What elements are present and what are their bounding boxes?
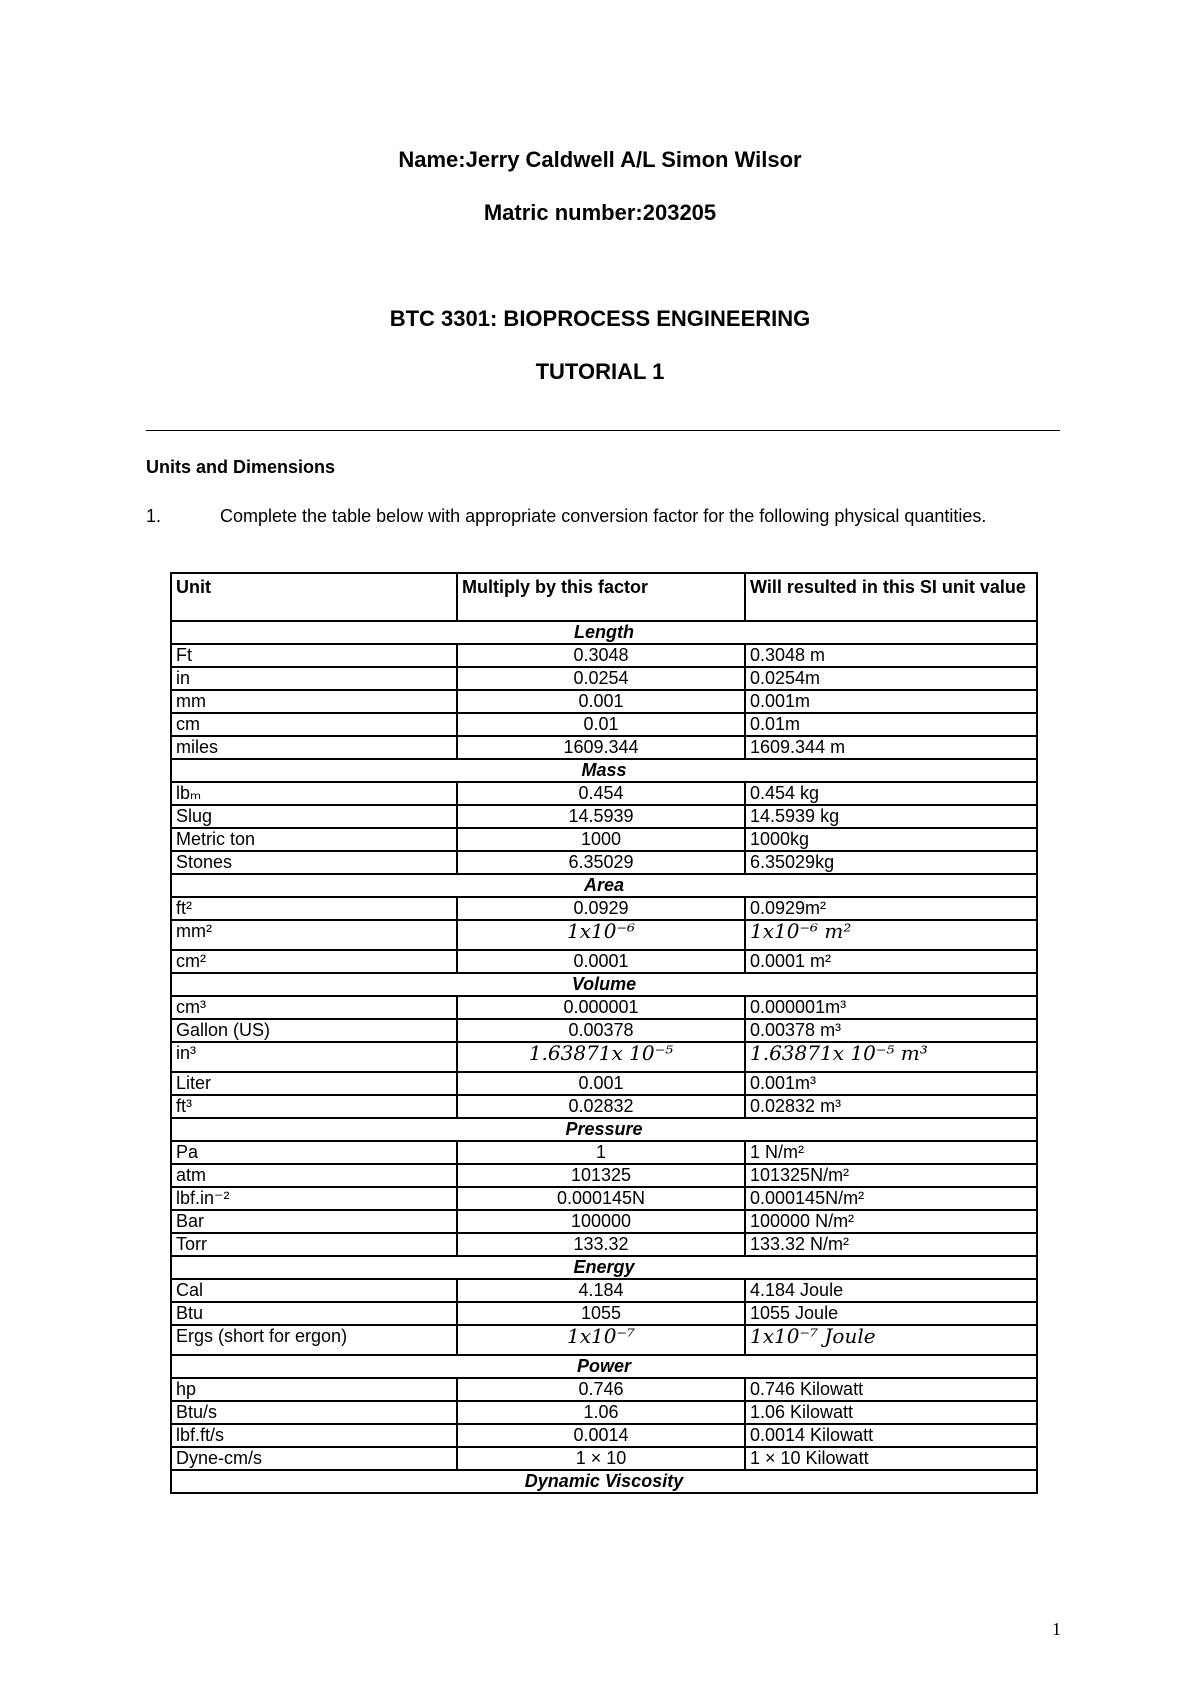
table-row [171, 1042, 1037, 1072]
factor-cell: 133.32 [457, 1233, 745, 1256]
unit-cell: Ft [171, 644, 457, 667]
unit-cell: Cal [171, 1279, 457, 1302]
table-row [171, 805, 1037, 828]
factor-cell: 1 [457, 1141, 745, 1164]
table-row [171, 644, 1037, 667]
factor-cell: 0.0929 [457, 897, 745, 920]
table-row [171, 1233, 1037, 1256]
factor-cell: 1.63871x 10⁻⁵ [457, 1042, 745, 1072]
factor-cell: 0.454 [457, 782, 745, 805]
table-row [171, 1325, 1037, 1355]
factor-cell: 1609.344 [457, 736, 745, 759]
si-value-cell: 6.35029kg [745, 851, 1037, 874]
factor-cell: 14.5939 [457, 805, 745, 828]
unit-cell: mm² [171, 920, 457, 950]
factor-cell: 6.35029 [457, 851, 745, 874]
unit-cell: Metric ton [171, 828, 457, 851]
page-number: 1 [1052, 1619, 1061, 1639]
factor-cell: 0.000001 [457, 996, 745, 1019]
column-header-factor: Multiply by this factor [457, 573, 745, 621]
table-body [171, 621, 1037, 1493]
table-row [171, 667, 1037, 690]
si-value-cell: 0.0014 Kilowatt [745, 1424, 1037, 1447]
unit-cell: in³ [171, 1042, 457, 1072]
factor-cell: 0.00378 [457, 1019, 745, 1042]
unit-cell: hp [171, 1378, 457, 1401]
factor-cell: 1x10⁻⁷ [457, 1325, 745, 1355]
factor-cell: 1 × 10 [457, 1447, 745, 1470]
table-row [171, 1141, 1037, 1164]
table-row [171, 996, 1037, 1019]
conversion-table [170, 572, 1038, 1494]
si-value-cell: 1.06 Kilowatt [745, 1401, 1037, 1424]
table-row [171, 1279, 1037, 1302]
unit-cell: Bar [171, 1210, 457, 1233]
si-value-cell: 0.01m [745, 713, 1037, 736]
factor-cell: 1000 [457, 828, 745, 851]
unit-cell: Dyne-cm/s [171, 1447, 457, 1470]
category-row [171, 1470, 1037, 1493]
unit-cell: Slug [171, 805, 457, 828]
si-value-cell: 0.000145N/m² [745, 1187, 1037, 1210]
unit-cell: cm³ [171, 996, 457, 1019]
column-header-si-value: Will resulted in this SI unit value [745, 573, 1037, 621]
si-value-cell: 133.32 N/m² [745, 1233, 1037, 1256]
factor-cell: 1x10⁻⁶ [457, 920, 745, 950]
table-row [171, 690, 1037, 713]
student-name: Name:Jerry Caldwell A/L Simon Wilsor [398, 147, 802, 172]
category-row [171, 973, 1037, 996]
unit-cell: Gallon (US) [171, 1019, 457, 1042]
unit-cell: atm [171, 1164, 457, 1187]
factor-cell: 0.0254 [457, 667, 745, 690]
category-label: Mass [171, 759, 1037, 782]
factor-cell: 0.3048 [457, 644, 745, 667]
category-label: Volume [171, 973, 1037, 996]
unit-cell: mm [171, 690, 457, 713]
unit-cell: ft² [171, 897, 457, 920]
si-value-cell: 0.454 kg [745, 782, 1037, 805]
factor-cell: 0.0001 [457, 950, 745, 973]
si-value-cell: 100000 N/m² [745, 1210, 1037, 1233]
factor-cell: 4.184 [457, 1279, 745, 1302]
category-row [171, 874, 1037, 897]
table-row [171, 1424, 1037, 1447]
si-value-cell: 1.63871x 10⁻⁵ m³ [745, 1042, 1037, 1072]
table-row [171, 1401, 1037, 1424]
table-row [171, 1072, 1037, 1095]
table-row [171, 828, 1037, 851]
si-value-cell: 1 N/m² [745, 1141, 1037, 1164]
si-value-cell: 1055 Joule [745, 1302, 1037, 1325]
unit-cell: Btu/s [171, 1401, 457, 1424]
si-value-cell: 1 × 10 Kilowatt [745, 1447, 1037, 1470]
si-value-cell: 0.746 Kilowatt [745, 1378, 1037, 1401]
factor-cell: 0.0014 [457, 1424, 745, 1447]
factor-cell: 101325 [457, 1164, 745, 1187]
table-row [171, 1378, 1037, 1401]
section-heading: Units and Dimensions [146, 457, 336, 477]
table-row [171, 713, 1037, 736]
factor-cell: 0.746 [457, 1378, 745, 1401]
table-row [171, 1302, 1037, 1325]
si-value-cell: 0.001m [745, 690, 1037, 713]
si-value-cell: 0.0929m² [745, 897, 1037, 920]
table-header-row [171, 573, 1037, 621]
factor-cell: 100000 [457, 1210, 745, 1233]
table-row [171, 897, 1037, 920]
si-value-cell: 14.5939 kg [745, 805, 1037, 828]
category-row [171, 1355, 1037, 1378]
course-title: BTC 3301: BIOPROCESS ENGINEERING [389, 306, 811, 331]
category-row [171, 1256, 1037, 1279]
unit-cell: lbₘ [171, 782, 457, 805]
si-value-cell: 0.3048 m [745, 644, 1037, 667]
unit-cell: in [171, 667, 457, 690]
horizontal-divider [146, 430, 1060, 431]
column-header-unit: Unit [171, 573, 457, 621]
unit-cell: Torr [171, 1233, 457, 1256]
category-row [171, 1118, 1037, 1141]
si-value-cell: 0.001m³ [745, 1072, 1037, 1095]
table-row [171, 1164, 1037, 1187]
category-label: Power [171, 1355, 1037, 1378]
si-value-cell: 1x10⁻⁶ m² [745, 920, 1037, 950]
si-value-cell: 101325N/m² [745, 1164, 1037, 1187]
si-value-cell: 4.184 Joule [745, 1279, 1037, 1302]
question-number: 1. [146, 506, 162, 526]
si-value-cell: 1x10⁻⁷ Joule [745, 1325, 1037, 1355]
unit-cell: Pa [171, 1141, 457, 1164]
table-row [171, 1447, 1037, 1470]
factor-cell: 0.001 [457, 690, 745, 713]
factor-cell: 0.01 [457, 713, 745, 736]
table-row [171, 950, 1037, 973]
table-row [171, 1210, 1037, 1233]
table-row [171, 1187, 1037, 1210]
tutorial-title: TUTORIAL 1 [535, 359, 665, 384]
category-label: Area [171, 874, 1037, 897]
category-row [171, 759, 1037, 782]
unit-cell: cm [171, 713, 457, 736]
table-row [171, 782, 1037, 805]
category-label: Length [171, 621, 1037, 644]
factor-cell: 1055 [457, 1302, 745, 1325]
unit-cell: ft³ [171, 1095, 457, 1118]
table-row [171, 851, 1037, 874]
factor-cell: 0.001 [457, 1072, 745, 1095]
table-row [171, 736, 1037, 759]
category-label: Energy [171, 1256, 1037, 1279]
unit-cell: lbf.in⁻² [171, 1187, 457, 1210]
table-row [171, 1019, 1037, 1042]
category-label: Dynamic Viscosity [171, 1470, 1037, 1493]
si-value-cell: 1000kg [745, 828, 1037, 851]
si-value-cell: 0.0001 m² [745, 950, 1037, 973]
factor-cell: 1.06 [457, 1401, 745, 1424]
unit-cell: lbf.ft/s [171, 1424, 457, 1447]
unit-cell: cm² [171, 950, 457, 973]
si-value-cell: 1609.344 m [745, 736, 1037, 759]
factor-cell: 0.02832 [457, 1095, 745, 1118]
category-label: Pressure [171, 1118, 1037, 1141]
factor-cell: 0.000145N [457, 1187, 745, 1210]
si-value-cell: 0.02832 m³ [745, 1095, 1037, 1118]
unit-cell: Liter [171, 1072, 457, 1095]
unit-cell: Ergs (short for ergon) [171, 1325, 457, 1355]
si-value-cell: 0.00378 m³ [745, 1019, 1037, 1042]
si-value-cell: 0.0254m [745, 667, 1037, 690]
unit-cell: Btu [171, 1302, 457, 1325]
unit-cell: Stones [171, 851, 457, 874]
si-value-cell: 0.000001m³ [745, 996, 1037, 1019]
unit-cell: miles [171, 736, 457, 759]
category-row [171, 621, 1037, 644]
question-text: Complete the table below with appropriate conversion factor for the following physical quantities. [220, 506, 987, 526]
matric-number: Matric number:203205 [483, 200, 717, 225]
table-row [171, 920, 1037, 950]
table-row [171, 1095, 1037, 1118]
